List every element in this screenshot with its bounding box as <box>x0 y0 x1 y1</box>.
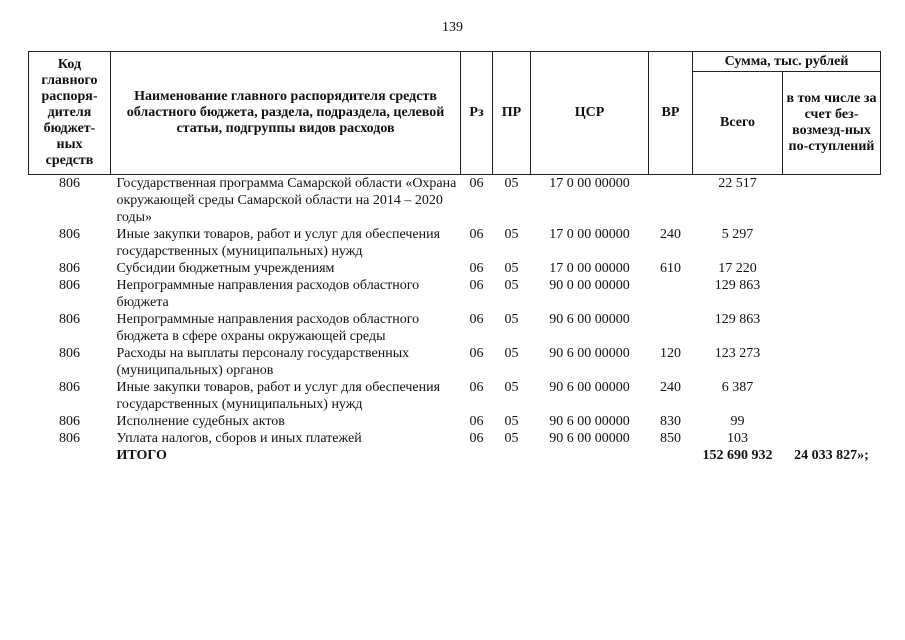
row-code: 806 <box>59 414 80 429</box>
header-code: Код главного распоря-дителя бюджет-ных средств <box>29 52 111 175</box>
row-rz: 06 <box>469 431 484 446</box>
row-csr: 90 6 00 00000 <box>549 414 630 429</box>
row-vr: 120 <box>660 346 681 361</box>
row-free <box>783 175 881 227</box>
header-pr: ПР <box>493 52 531 175</box>
table-row <box>29 311 881 345</box>
row-rz: 06 <box>469 261 484 276</box>
row-free <box>783 311 881 345</box>
row-name: Иные закупки товаров, работ и услуг для обеспечения государственных (муниципальных) нужд <box>116 227 441 259</box>
grand-total-sum: 152 690 932 <box>702 448 773 463</box>
header-total: Всего <box>693 72 783 175</box>
table-row <box>29 430 881 447</box>
row-total: 17 220 <box>718 261 757 276</box>
row-name: Уплата налогов, сборов и иных платежей <box>116 431 362 446</box>
header-vr: ВР <box>649 52 693 175</box>
row-vr <box>649 277 693 311</box>
grand-total-code <box>29 447 111 464</box>
row-code: 806 <box>59 278 80 293</box>
row-name: Расходы на выплаты персоналу государственных (муниципальных) органов <box>116 346 410 378</box>
row-vr: 240 <box>660 227 681 242</box>
row-code: 806 <box>59 380 80 395</box>
row-rz: 06 <box>469 278 484 293</box>
row-vr: 830 <box>660 414 681 429</box>
row-free <box>783 260 881 277</box>
header-name: Наименование главного распорядителя средств областного бюджета, раздела, подраздела, целевой статьи, подгруппы видов расходов <box>111 52 461 175</box>
table-row <box>29 345 881 379</box>
table-row <box>29 226 881 260</box>
row-pr: 05 <box>504 227 519 242</box>
row-total: 123 273 <box>714 346 761 361</box>
row-free <box>783 226 881 260</box>
row-code: 806 <box>59 431 80 446</box>
row-rz: 06 <box>469 346 484 361</box>
grand-total-csr <box>531 447 649 464</box>
row-vr <box>649 175 693 227</box>
grand-total-label: ИТОГО <box>116 448 167 463</box>
table-row <box>29 260 881 277</box>
table-row <box>29 277 881 311</box>
row-csr: 90 0 00 00000 <box>549 278 630 293</box>
grand-total-row <box>29 447 881 464</box>
row-free <box>783 277 881 311</box>
row-free <box>783 413 881 430</box>
row-name: Иные закупки товаров, работ и услуг для обеспечения государственных (муниципальных) нужд <box>116 380 441 412</box>
row-vr <box>649 311 693 345</box>
row-total: 5 297 <box>721 227 754 242</box>
table-row <box>29 379 881 413</box>
row-vr: 850 <box>660 431 681 446</box>
row-name: Непрограммные направления расходов областного бюджета в сфере охраны окружающей среды <box>116 312 420 344</box>
budget-table <box>28 51 881 464</box>
row-csr: 17 0 00 00000 <box>549 176 630 191</box>
row-code: 806 <box>59 227 80 242</box>
table-row <box>29 413 881 430</box>
row-pr: 05 <box>504 431 519 446</box>
header-rz: Рз <box>461 52 493 175</box>
table-body <box>29 175 881 448</box>
grand-total-vr <box>649 447 693 464</box>
row-total: 103 <box>727 431 748 446</box>
row-name: Непрограммные направления расходов областного бюджета <box>116 278 420 310</box>
row-csr: 17 0 00 00000 <box>549 227 630 242</box>
row-rz: 06 <box>469 176 484 191</box>
row-pr: 05 <box>504 278 519 293</box>
row-pr: 05 <box>504 414 519 429</box>
row-code: 806 <box>59 346 80 361</box>
row-code: 806 <box>59 312 80 327</box>
header-sum: Сумма, тыс. рублей <box>693 52 881 72</box>
row-rz: 06 <box>469 312 484 327</box>
grand-total-rz <box>461 447 493 464</box>
header-free: в том числе за счет без-возмезд-ных по-ступлений <box>783 72 881 175</box>
row-free <box>783 430 881 447</box>
row-total: 129 863 <box>714 312 761 327</box>
row-free <box>783 345 881 379</box>
row-code: 806 <box>59 261 80 276</box>
row-csr: 90 6 00 00000 <box>549 346 630 361</box>
row-vr: 610 <box>660 261 681 276</box>
row-csr: 90 6 00 00000 <box>549 431 630 446</box>
row-vr: 240 <box>660 380 681 395</box>
row-code: 806 <box>59 176 80 191</box>
row-csr: 17 0 00 00000 <box>549 261 630 276</box>
table-header <box>29 52 881 175</box>
row-pr: 05 <box>504 261 519 276</box>
row-name: Государственная программа Самарской области «Охрана окружающей среды Самарской области на 2014 – 2020 годы» <box>116 176 457 225</box>
row-total: 99 <box>730 414 745 429</box>
row-pr: 05 <box>504 176 519 191</box>
row-csr: 90 6 00 00000 <box>549 312 630 327</box>
page-number: 139 <box>442 20 463 35</box>
header-csr: ЦСР <box>531 52 649 175</box>
grand-total-free: 24 033 827»; <box>794 448 869 463</box>
row-total: 129 863 <box>714 278 761 293</box>
row-name: Субсидии бюджетным учреждениям <box>116 261 335 276</box>
row-rz: 06 <box>469 380 484 395</box>
grand-total-pr <box>493 447 531 464</box>
row-pr: 05 <box>504 346 519 361</box>
row-total: 22 517 <box>718 176 757 191</box>
row-pr: 05 <box>504 380 519 395</box>
row-free <box>783 379 881 413</box>
row-rz: 06 <box>469 414 484 429</box>
row-name: Исполнение судебных актов <box>116 414 285 429</box>
row-total: 6 387 <box>721 380 754 395</box>
row-rz: 06 <box>469 227 484 242</box>
row-pr: 05 <box>504 312 519 327</box>
table-row <box>29 175 881 227</box>
row-csr: 90 6 00 00000 <box>549 380 630 395</box>
